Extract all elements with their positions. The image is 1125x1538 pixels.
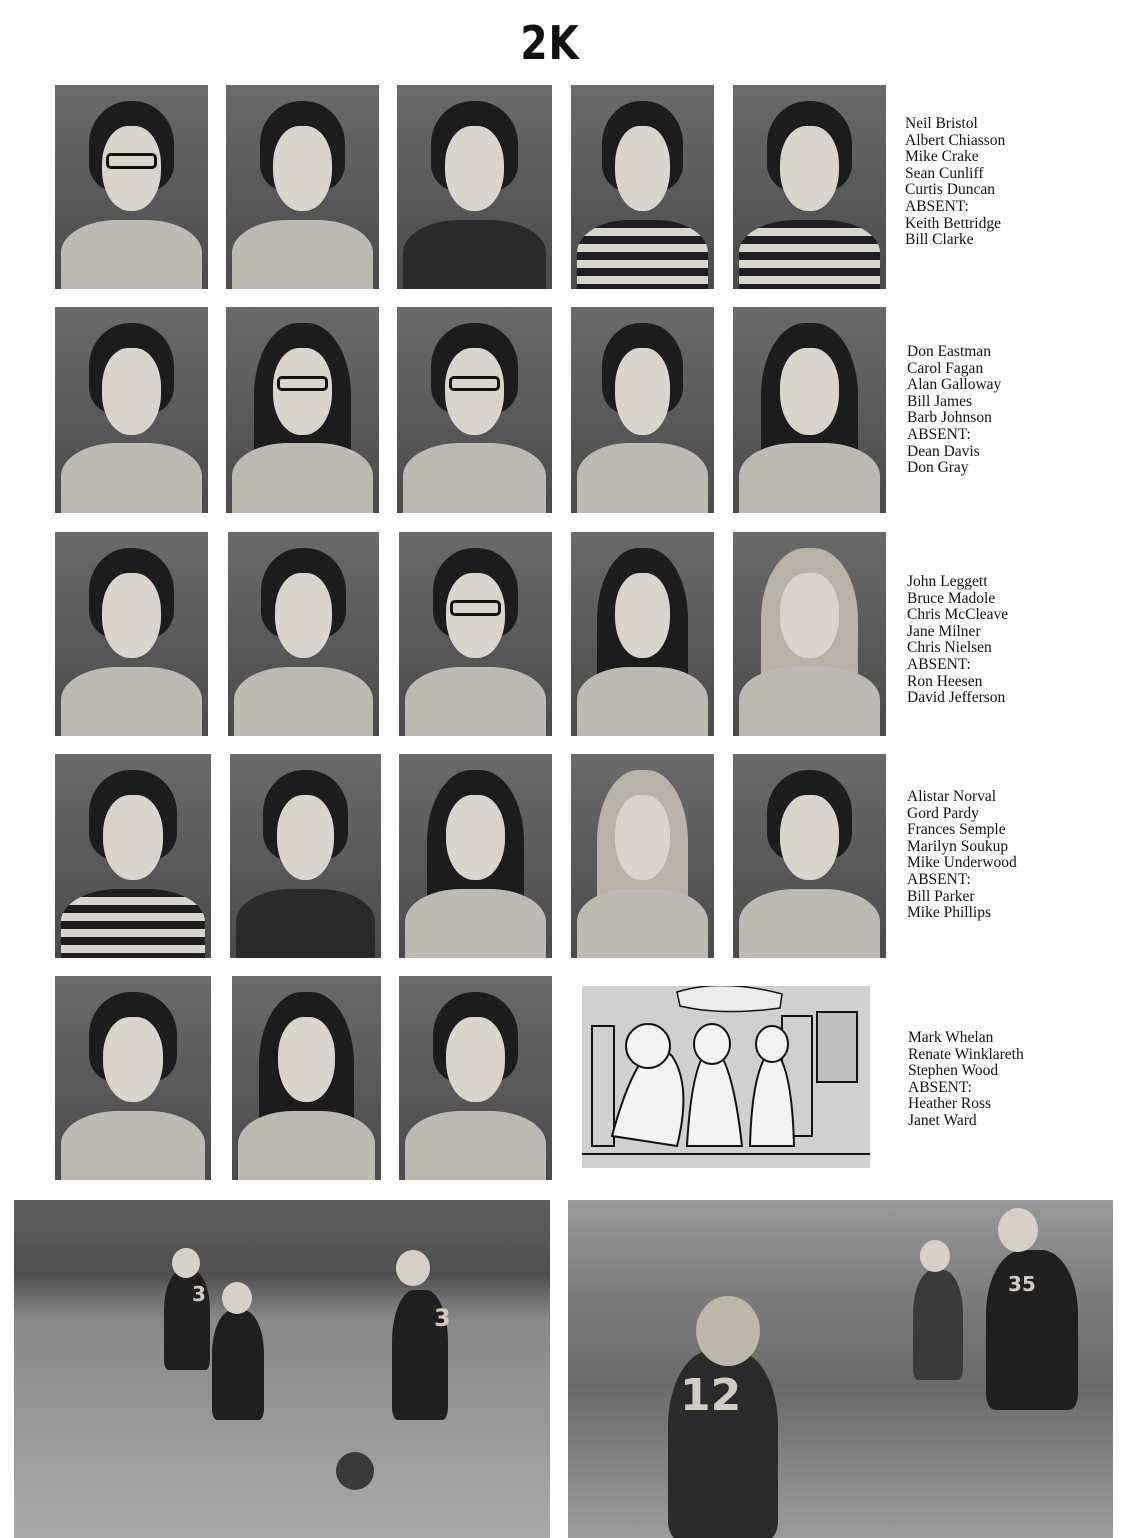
cartoon-drawing <box>582 986 870 1168</box>
portrait-photo <box>733 754 886 958</box>
portrait-photo <box>397 307 552 513</box>
student-name: Mike Phillips <box>907 904 991 922</box>
student-name: Don Gray <box>907 459 969 477</box>
portrait-photo <box>571 85 714 289</box>
portrait-photo <box>397 85 552 289</box>
portrait-photo <box>733 85 886 289</box>
student-name: Curtis Duncan <box>905 181 995 199</box>
student-name: Albert Chiasson <box>905 131 1006 149</box>
student-name: Jane Milner <box>907 622 981 640</box>
student-name: John Leggett <box>907 573 988 590</box>
jersey-number: 35 <box>1008 1272 1036 1296</box>
student-name: Mark Whelan <box>908 1029 994 1046</box>
jersey-number: 3 <box>434 1304 451 1332</box>
student-name: Chris Nielsen <box>907 639 992 657</box>
portrait-photo <box>733 532 886 736</box>
student-name: Mike Underwood <box>907 854 1017 872</box>
student-name: Frances Semple <box>907 821 1006 839</box>
absent-label: ABSENT: <box>907 870 971 888</box>
student-name: Keith Bettridge <box>905 214 1001 232</box>
student-name: Bruce Madole <box>907 589 996 607</box>
row-4-names <box>907 789 1017 922</box>
row-3-names <box>907 574 1008 707</box>
student-name: Renate Winklareth <box>908 1045 1024 1063</box>
portrait-photo <box>228 532 379 736</box>
row-1-names <box>905 116 1005 249</box>
student-name: Ron Heesen <box>907 672 983 690</box>
girls-basketball-photo <box>14 1200 550 1538</box>
portrait-photo <box>571 532 714 736</box>
portrait-photo <box>399 532 552 736</box>
portrait-photo <box>733 307 886 513</box>
cartoon-illustration <box>582 986 870 1168</box>
player-head <box>222 1282 252 1314</box>
student-name: David Jefferson <box>907 689 1006 707</box>
absent-label: ABSENT: <box>907 655 971 673</box>
boys-basketball-photo <box>568 1200 1113 1538</box>
student-name: Alan Galloway <box>907 376 1002 394</box>
student-name: Don Eastman <box>907 343 991 360</box>
portrait-photo <box>232 976 381 1180</box>
portrait-photo <box>399 976 552 1180</box>
student-name: Neil Bristol <box>905 115 978 132</box>
absent-label: ABSENT: <box>908 1078 972 1096</box>
row-5-names <box>908 1030 1024 1130</box>
student-name: Bill James <box>907 392 973 410</box>
player-head <box>998 1208 1038 1252</box>
portrait-photo <box>226 307 379 513</box>
portrait-photo <box>55 754 211 958</box>
student-name: Sean Cunliff <box>905 164 984 182</box>
student-name: Bill Clarke <box>905 231 974 249</box>
student-name: Janet Ward <box>908 1111 977 1129</box>
absent-label: ABSENT: <box>907 425 971 443</box>
student-name: Stephen Wood <box>908 1062 999 1080</box>
player-head <box>920 1240 950 1272</box>
portrait-photo <box>230 754 381 958</box>
portrait-photo <box>399 754 552 958</box>
player-head <box>396 1250 430 1286</box>
player <box>212 1310 264 1420</box>
portrait-photo <box>55 976 211 1180</box>
portrait-photo <box>55 85 208 289</box>
student-name: Carol Fagan <box>907 359 984 377</box>
portrait-photo <box>55 307 208 513</box>
player-head <box>172 1248 200 1278</box>
basketball <box>336 1452 374 1490</box>
student-name: Bill Parker <box>907 887 975 905</box>
jersey-number: 3 <box>192 1282 206 1306</box>
portrait-photo <box>55 532 208 736</box>
absent-label: ABSENT: <box>905 197 969 215</box>
page-title: 2K <box>520 16 580 70</box>
student-name: Mike Crake <box>905 148 979 166</box>
row-2-names <box>907 344 1001 477</box>
jersey-number: 12 <box>680 1370 742 1421</box>
player-head <box>696 1296 760 1366</box>
portrait-photo <box>571 754 714 958</box>
portrait-photo <box>571 307 714 513</box>
student-name: Marilyn Soukup <box>907 837 1009 855</box>
student-name: Barb Johnson <box>907 409 992 427</box>
student-name: Alistar Norval <box>907 788 997 805</box>
student-name: Heather Ross <box>908 1095 992 1113</box>
portrait-photo <box>226 85 379 289</box>
student-name: Chris McCleave <box>907 606 1009 624</box>
student-name: Dean Davis <box>907 442 980 460</box>
player <box>913 1270 963 1380</box>
student-name: Gord Pardy <box>907 804 979 822</box>
